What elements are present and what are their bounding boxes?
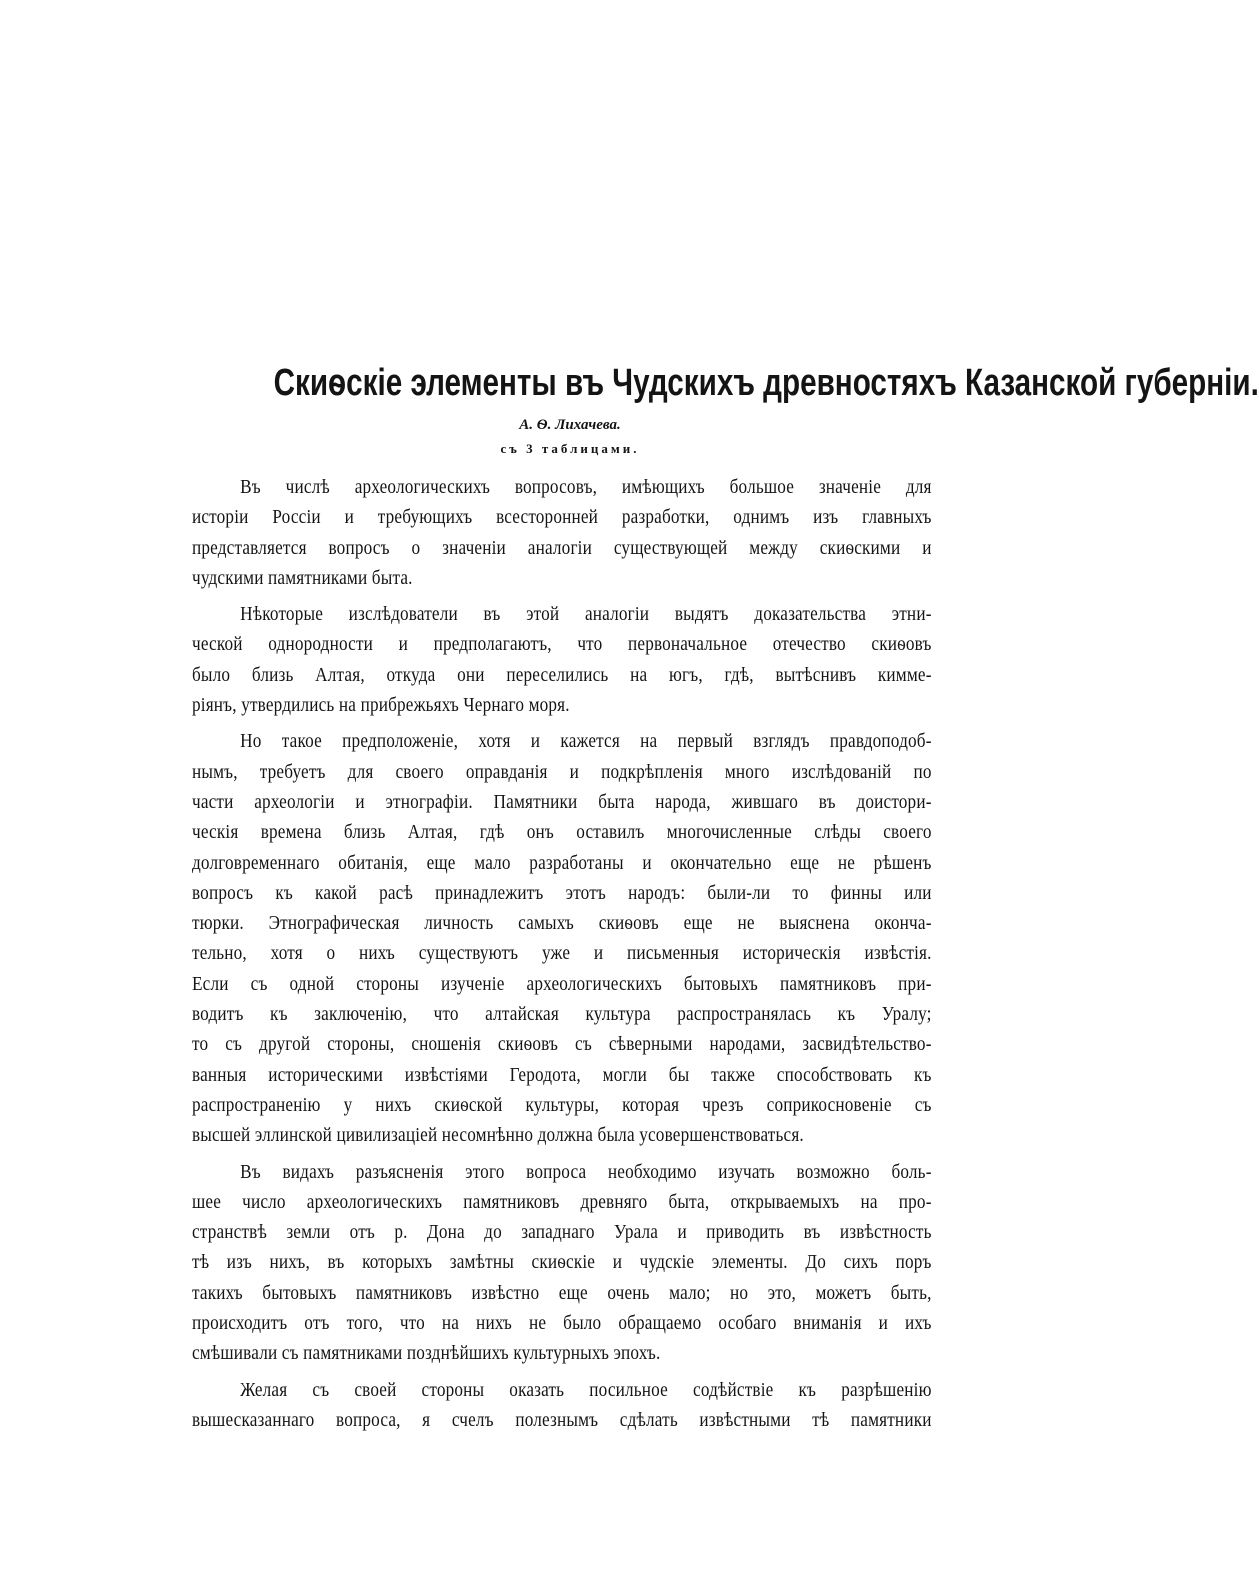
text-line: распространенію у нихъ скиѳской культуры, которая чрезъ соприкосновеніе съ (192, 1093, 932, 1116)
text-line: происходитъ отъ того, что на нихъ не было обращаемо особаго вниманія и ихъ (192, 1312, 932, 1335)
text-line: представляется вопросъ о значеніи аналогіи существующей между скиѳскими и (192, 536, 932, 559)
article-title: Скиѳскіе элементы въ Чудскихъ древностяхъ Казанской губерніи. (273, 362, 1259, 404)
paragraph-4 (192, 1157, 932, 1369)
paragraph-5 (192, 1375, 932, 1436)
text-line: тюрки. Этнографическая личность самыхъ скиѳовъ еще не выяснена оконча- (192, 912, 932, 935)
text-line: Но такое предположеніе, хотя и кажется на первый взглядъ правдоподоб- (240, 730, 932, 753)
text-line: то съ другой стороны, сношенія скиѳовъ съ сѣверными народами, засвидѣтельство- (192, 1033, 932, 1056)
text-line: долговременнаго обитанія, еще мало разработаны и окончательно еще не рѣшенъ (192, 851, 932, 874)
text-line: вопросъ къ какой расѣ принадлежитъ этотъ народъ: были-ли то финны или (192, 881, 932, 904)
text-line: такихъ бытовыхъ памятниковъ извѣстно еще очень мало; но это, можетъ быть, (192, 1281, 932, 1304)
text-line: нымъ, требуетъ для своего оправданія и подкрѣпленія много изслѣдованій по (192, 760, 932, 783)
text-line: ванныя историческими извѣстіями Геродота, могли бы также способствовать къ (192, 1063, 932, 1086)
text-line: шее число археологическихъ памятниковъ древняго быта, открываемыхъ на про- (192, 1190, 932, 1213)
article-subtitle: съ 3 таблицами. (500, 441, 640, 456)
text-line: водитъ къ заключенію, что алтайская культура распространялась къ Уралу; (192, 1003, 932, 1026)
text-line: высшей эллинской цивилизацiей несомнѣнно должна была усовершенствоваться. (192, 1124, 804, 1147)
paragraph-2 (192, 599, 932, 720)
text-line: смѣшивали съ памятниками позднѣйшихъ культурныхъ эпохъ. (192, 1342, 661, 1365)
text-line: Нѣкоторые изслѣдователи въ этой аналогіи выдятъ доказательства этни- (240, 603, 932, 626)
text-line: вышесказаннаго вопроса, я счелъ полезнымъ сдѣлать извѣстными тѣ памятники (192, 1408, 932, 1431)
article-body (192, 472, 932, 1441)
article-author: А. Ѳ. Лихачева. (519, 417, 621, 433)
text-line: тельно, хотя о нихъ существуютъ уже и письменныя историческія извѣстія. (192, 942, 932, 965)
text-line: Если съ одной стороны изученіе археологическихъ бытовыхъ памятниковъ при- (192, 972, 932, 995)
text-line: ріянъ, утвердились на прибрежьяхъ Чернаго моря. (192, 694, 570, 717)
text-line: Въ видахъ разъясненія этого вопроса необходимо изучать возможно боль- (240, 1160, 932, 1183)
text-line: чудскими памятниками быта. (192, 566, 413, 589)
text-line: тѣ изъ нихъ, въ которыхъ замѣтны скиѳскіе и чудскіе элементы. До сихъ поръ (192, 1251, 932, 1274)
text-line: Въ числѣ археологическихъ вопросовъ, имѣющихъ большое значеніе для (240, 476, 932, 498)
text-line: ческія времена близь Алтая, гдѣ онъ оставилъ многочисленные слѣды своего (192, 821, 932, 844)
text-line: было близь Алтая, откуда они переселились на югъ, гдѣ, вытѣснивъ киммe- (192, 663, 932, 686)
paragraph-3 (192, 726, 932, 1150)
paragraph-1 (192, 472, 932, 593)
text-line: ческой однородности и предполагаютъ, что первоначальное отечество скиѳовъ (192, 633, 932, 656)
text-line: Желая съ своей стороны оказать посильное содѣйствіе къ разрѣшенію (240, 1378, 932, 1401)
text-line: странствѣ земли отъ р. Дона до западнаго Урала и приводить въ извѣстность (192, 1221, 932, 1244)
text-line: исторіи Россіи и требующихъ всесторонней разработки, однимъ изъ главныхъ (192, 506, 932, 529)
text-line: части археологіи и этнографіи. Памятники быта народа, жившаго въ доистори- (192, 790, 932, 813)
